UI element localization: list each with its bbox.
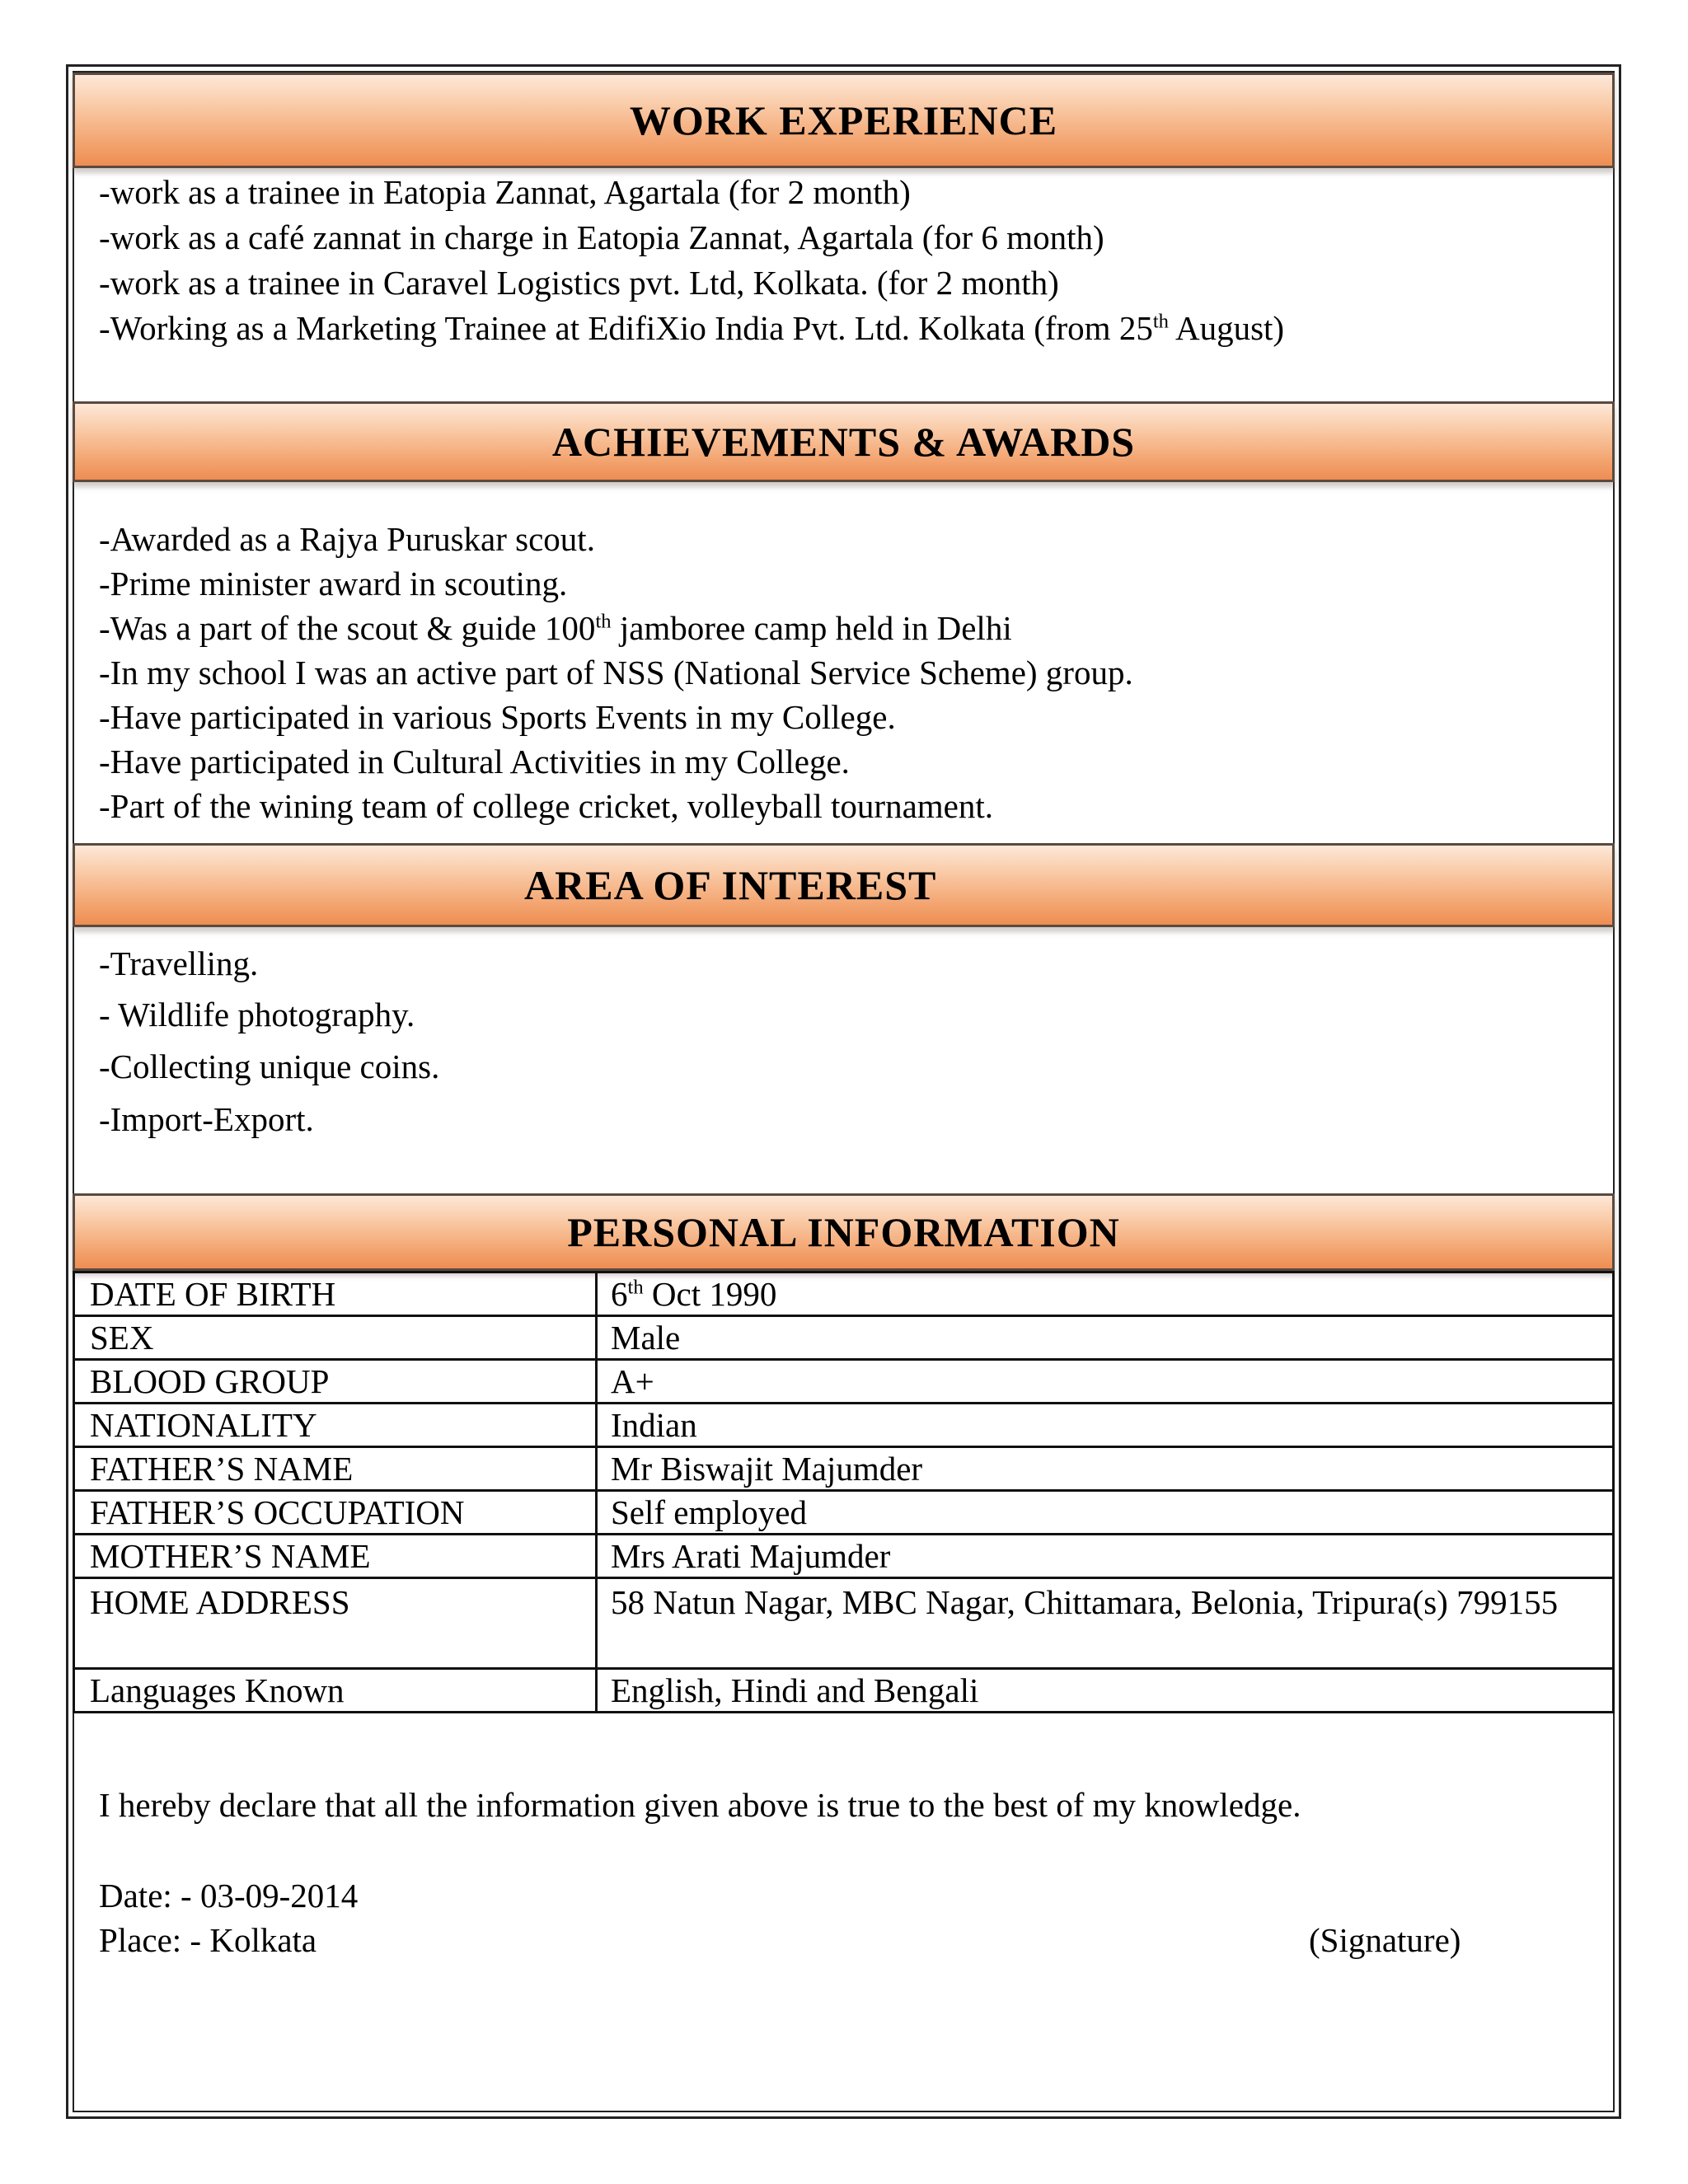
achievement-item-3-sup: th [595,610,612,633]
interest-item-3: -Collecting unique coins. [99,1047,440,1085]
work-item-4-sup: th [1152,310,1169,333]
interest-heading [73,843,1615,927]
interest-item-4: -Import-Export. [99,1100,314,1138]
sex-label: SEX [74,1316,597,1360]
father-name-label: FATHER’S NAME [74,1447,597,1491]
nationality-label: NATIONALITY [74,1404,597,1447]
home-address-label: HOME ADDRESS [74,1578,597,1669]
dob-label: DATE OF BIRTH [74,1272,597,1316]
signature-label: (Signature) [1309,1921,1461,1959]
interest-heading-text: AREA OF INTEREST [524,862,937,908]
work-item-3: -work as a trainee in Caravel Logistics pvt. Ltd, Kolkata. (for 2 month) [99,264,1059,302]
achievement-item-6: -Have participated in Cultural Activities in my College. [99,743,850,780]
table-row [74,1669,1614,1713]
father-name-value: Mr Biswajit Majumder [597,1447,1614,1491]
dob-value [597,1272,1614,1316]
table-row [74,1578,1614,1669]
achievement-item-2: -Prime minister award in scouting. [99,565,568,602]
table-row [74,1316,1614,1360]
table-row [74,1360,1614,1404]
languages-value: English, Hindi and Bengali [597,1669,1614,1713]
mother-name-label: MOTHER’S NAME [74,1535,597,1578]
personal-info-heading [73,1193,1615,1271]
table-row [74,1404,1614,1447]
dob-day: 6 [611,1275,628,1313]
achievements-heading-text: ACHIEVEMENTS & AWARDS [551,419,1136,465]
table-row [74,1535,1614,1578]
work-experience-heading-text: WORK EXPERIENCE [629,97,1058,143]
table-row [74,1447,1614,1491]
home-address-value: 58 Natun Nagar, MBC Nagar, Chittamara, Belonia, Tripura(s) 799155 [597,1578,1614,1669]
languages-label: Languages Known [74,1669,597,1713]
sex-value: Male [597,1316,1614,1360]
achievement-item-1: -Awarded as a Rajya Puruskar scout. [99,520,595,558]
work-experience-heading [73,73,1615,168]
father-occupation-value: Self employed [597,1491,1614,1535]
blood-group-value: A+ [597,1360,1614,1404]
interest-item-1: -Travelling. [99,944,259,982]
dob-rest: Oct 1990 [643,1275,777,1313]
table-row [74,1491,1614,1535]
blood-group-label: BLOOD GROUP [74,1360,597,1404]
declaration-text: I hereby declare that all the information given above is true to the best of my knowledge. [99,1786,1301,1824]
work-item-2: -work as a café zannat in charge in Eatopia Zannat, Agartala (for 6 month) [99,218,1104,256]
mother-name-value: Mrs Arati Majumder [597,1535,1614,1578]
table-row [74,1272,1614,1316]
personal-info-heading-text: PERSONAL INFORMATION [567,1209,1120,1255]
declaration-place: Place: - Kolkata [99,1921,317,1959]
father-occupation-label: FATHER’S OCCUPATION [74,1491,597,1535]
achievement-item-4: -In my school I was an active part of NSS (National Service Scheme) group. [99,654,1133,691]
personal-info-table [73,1271,1615,1713]
work-item-1: -work as a trainee in Eatopia Zannat, Agartala (for 2 month) [99,173,911,211]
declaration-date: Date: - 03-09-2014 [99,1877,359,1915]
dob-sup: th [627,1276,644,1299]
work-item-4 [99,309,1285,347]
achievement-item-7: -Part of the wining team of college cricket, volleyball tournament. [99,787,993,825]
work-item-4-text: -Working as a Marketing Trainee at EdifiXio India Pvt. Ltd. Kolkata (from 25 [99,309,1153,347]
nationality-value: Indian [597,1404,1614,1447]
achievement-item-3-tail: jamboree camp held in Delhi [611,609,1012,647]
achievement-item-5: -Have participated in various Sports Events in my College. [99,698,896,736]
achievement-item-3 [99,609,1012,647]
achievement-item-3-text: -Was a part of the scout & guide 100 [99,609,596,647]
achievements-heading [73,401,1615,482]
interest-item-2: - Wildlife photography. [99,996,415,1033]
work-item-4-tail: August) [1168,309,1285,347]
